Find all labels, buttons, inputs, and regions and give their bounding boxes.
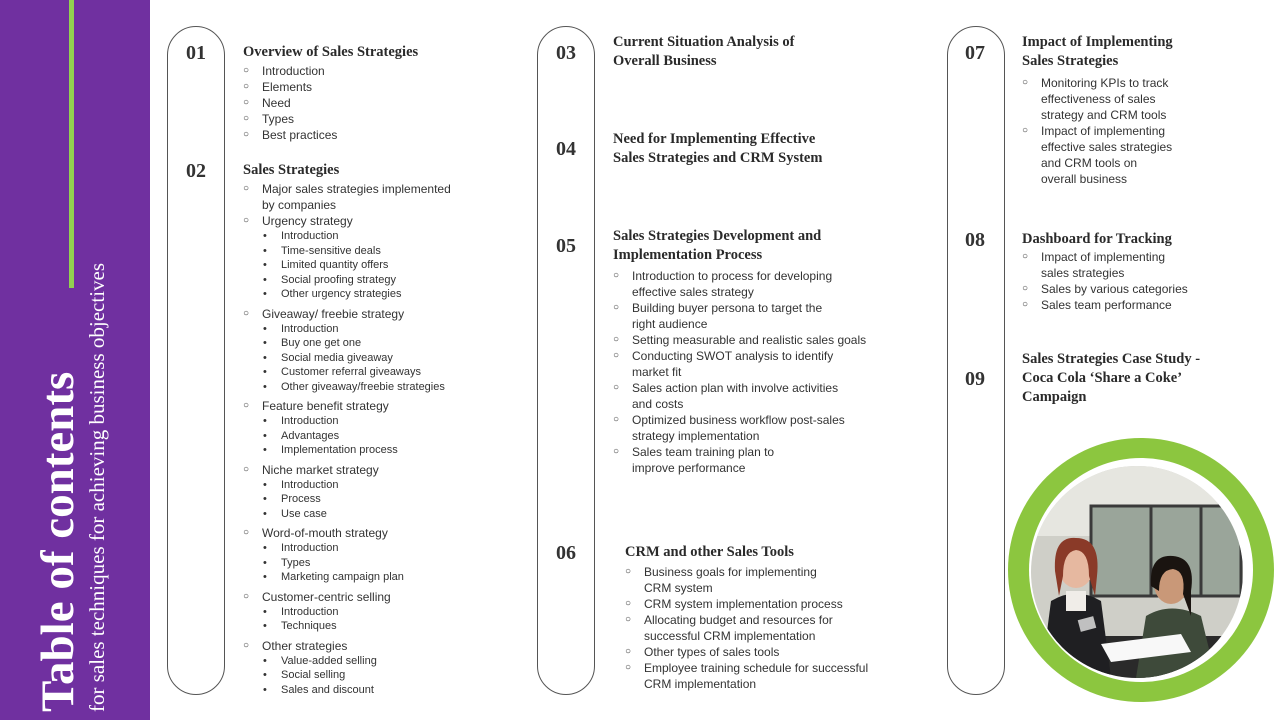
list-item: ○ Impact of implementing sales strategies <box>1022 249 1188 281</box>
list-item: ○ Business goals for implementing CRM system <box>625 564 868 596</box>
section-number-03: 03 <box>556 42 576 64</box>
list-item: ○ Introduction <box>243 63 337 79</box>
sub-item: • Advantages <box>243 429 451 444</box>
section-number-04: 04 <box>556 138 576 160</box>
section-number-02: 02 <box>186 160 206 182</box>
list-item: ○ Need <box>243 95 337 111</box>
section-title-01: Overview of Sales Strategies <box>243 44 419 60</box>
list-item: ○ Urgency strategy <box>243 213 451 229</box>
section-number-08: 08 <box>965 229 985 251</box>
business-meeting-photo <box>1031 466 1243 678</box>
sub-item: • Introduction <box>243 229 451 244</box>
list-item: ○ Building buyer persona to target the right audience <box>613 300 866 332</box>
sub-item: • Time-sensitive deals <box>243 244 451 259</box>
list-item: ○ Major sales strategies implemented by companies <box>243 181 451 213</box>
list-item: ○ Sales team performance <box>1022 297 1188 313</box>
sub-item: • Marketing campaign plan <box>243 570 451 585</box>
sub-item: • Social media giveaway <box>243 351 451 366</box>
page-subtitle: for sales techniques for achieving business objectives <box>85 262 109 712</box>
list-item: ○ Feature benefit strategy <box>243 398 451 414</box>
list-item: ○ Sales team training plan to improve performance <box>613 444 866 476</box>
section-title-03: Current Situation Analysis of Overall Business <box>613 34 795 69</box>
section-list-08 <box>1022 249 1188 313</box>
section-number-09: 09 <box>965 368 985 390</box>
section-title-04: Need for Implementing Effective Sales Strategies and CRM System <box>613 131 823 166</box>
meeting-illustration <box>1031 466 1243 678</box>
list-item: ○ CRM system implementation process <box>625 596 868 612</box>
list-item: ○ Customer-centric selling <box>243 589 451 605</box>
sub-item: • Buy one get one <box>243 336 451 351</box>
sidebar-panel <box>0 0 150 720</box>
section-title-02: Sales Strategies <box>243 162 340 178</box>
sub-item: • Introduction <box>243 322 451 337</box>
section-number-01: 01 <box>186 42 206 64</box>
sub-item: • Introduction <box>243 541 451 556</box>
sub-item: • Other urgency strategies <box>243 287 451 302</box>
list-item: ○ Setting measurable and realistic sales goals <box>613 332 866 348</box>
list-item: ○ Elements <box>243 79 337 95</box>
timeline-pill-2 <box>537 26 595 695</box>
list-item: ○ Allocating budget and resources for successful CRM implementation <box>625 612 868 644</box>
list-item: ○ Best practices <box>243 127 337 143</box>
section-title-09: Sales Strategies Case Study - Coca Cola ‘Share a Coke’ Campaign <box>1022 351 1201 405</box>
list-item: ○ Conducting SWOT analysis to identify market fit <box>613 348 866 380</box>
section-title-06: CRM and other Sales Tools <box>625 544 794 560</box>
list-item: ○ Giveaway/ freebie strategy <box>243 306 451 322</box>
section-list-02 <box>243 181 451 697</box>
section-number-06: 06 <box>556 542 576 564</box>
timeline-pill-3 <box>947 26 1005 695</box>
page-title: Table of contents <box>32 371 84 712</box>
sub-item: • Customer referral giveaways <box>243 365 451 380</box>
section-number-07: 07 <box>965 42 985 64</box>
list-item: ○ Optimized business workflow post-sales strategy implementation <box>613 412 866 444</box>
section-title-07: Impact of Implementing Sales Strategies <box>1022 34 1173 69</box>
sub-item: • Techniques <box>243 619 451 634</box>
list-item: ○ Types <box>243 111 337 127</box>
section-title-08: Dashboard for Tracking <box>1022 231 1172 247</box>
sub-item: • Social proofing strategy <box>243 273 451 288</box>
timeline-pill-1 <box>167 26 225 695</box>
section-number-05: 05 <box>556 235 576 257</box>
sub-item: • Limited quantity offers <box>243 258 451 273</box>
sub-item: • Introduction <box>243 605 451 620</box>
section-list-05 <box>613 268 866 476</box>
list-item: ○ Other strategies <box>243 638 451 654</box>
list-item: ○ Sales action plan with involve activities and costs <box>613 380 866 412</box>
sub-item: • Introduction <box>243 414 451 429</box>
list-item: ○ Monitoring KPIs to track effectiveness of sales strategy and CRM tools <box>1022 75 1172 123</box>
sub-item: • Introduction <box>243 478 451 493</box>
sub-item: • Process <box>243 492 451 507</box>
accent-bar <box>69 0 74 288</box>
list-item: ○ Sales by various categories <box>1022 281 1188 297</box>
section-list-06 <box>625 564 868 692</box>
list-item: ○ Word-of-mouth strategy <box>243 525 451 541</box>
list-item: ○ Introduction to process for developing effective sales strategy <box>613 268 866 300</box>
section-title-05: Sales Strategies Development and Implementation Process <box>613 228 822 263</box>
sub-item: • Value-added selling <box>243 654 451 669</box>
sub-item: • Implementation process <box>243 443 451 458</box>
list-item: ○ Employee training schedule for successful CRM implementation <box>625 660 868 692</box>
sub-item: • Other giveaway/freebie strategies <box>243 380 451 395</box>
section-list-07 <box>1022 75 1172 187</box>
sub-item: • Sales and discount <box>243 683 451 698</box>
sub-item: • Use case <box>243 507 451 522</box>
sub-item: • Social selling <box>243 668 451 683</box>
section-list-01 <box>243 63 337 143</box>
list-item: ○ Niche market strategy <box>243 462 451 478</box>
sub-item: • Types <box>243 556 451 571</box>
list-item: ○ Impact of implementing effective sales strategies and CRM tools on overall business <box>1022 123 1172 187</box>
list-item: ○ Other types of sales tools <box>625 644 868 660</box>
